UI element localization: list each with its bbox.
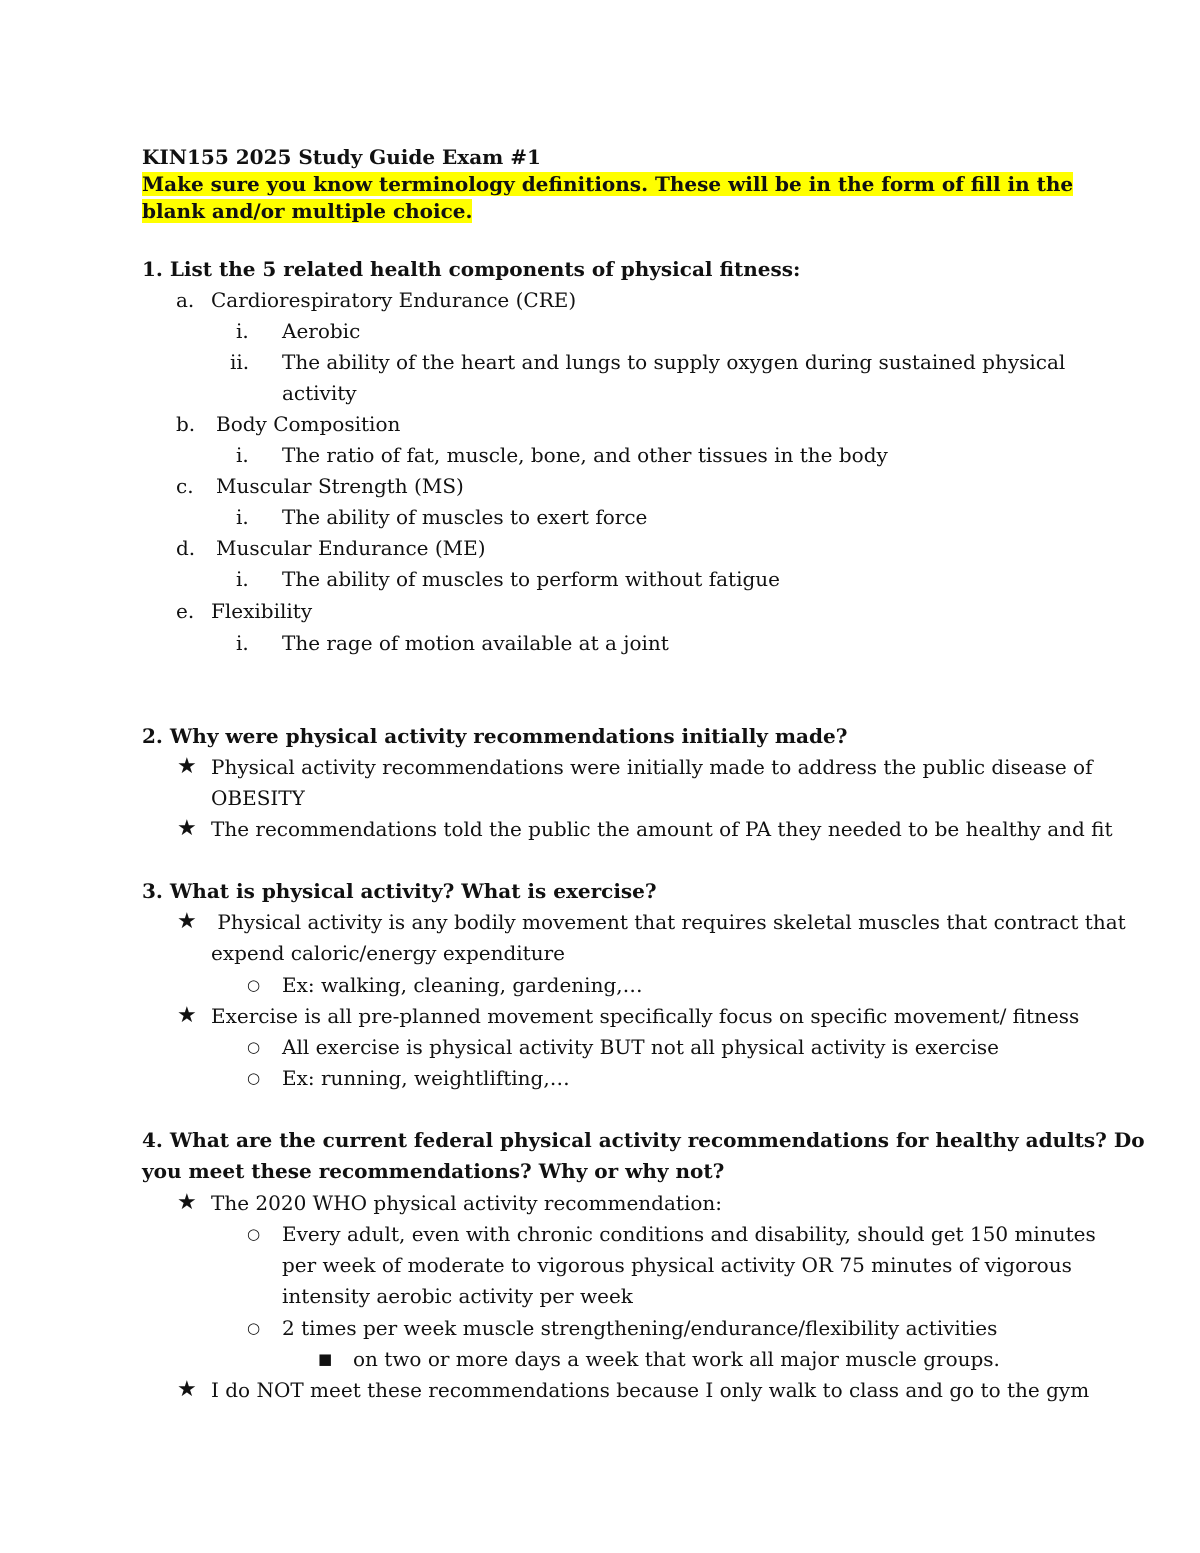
q4-sub-1-cont-2: intensity aerobic activity per week (282, 1284, 633, 1308)
note-line-1 (142, 171, 1073, 197)
q3-bullet-1: Physical activity is any bodily movement that requires skeletal muscles that contract that (211, 910, 1126, 934)
circle-bullet-icon: ○ (247, 1038, 261, 1056)
square-bullet-icon: ■ (318, 1350, 333, 1368)
question-2: 2. Why were physical activity recommendations initially made? (142, 724, 848, 748)
q3-sub-3: Ex: running, weightlifting,… (282, 1066, 570, 1090)
q3-sub-2: All exercise is physical activity BUT not all physical activity is exercise (282, 1035, 999, 1059)
item-marker-e: e. (176, 599, 195, 623)
item-label-flexibility: Flexibility (211, 599, 313, 623)
circle-bullet-icon: ○ (247, 976, 261, 994)
q3-sub-1: Ex: walking, cleaning, gardening,… (282, 973, 643, 997)
item-label-muscular-strength: Muscular Strength (MS) (216, 474, 464, 498)
sub-marker-i: i. (236, 319, 249, 343)
item-marker-d: d. (176, 536, 196, 560)
q3-bullet-1-cont: expend caloric/energy expenditure (211, 941, 565, 965)
q2-bullet-1-cont: OBESITY (211, 786, 305, 810)
star-bullet-icon: ★ (177, 1003, 197, 1028)
document-title: KIN155 2025 Study Guide Exam #1 (142, 145, 541, 169)
sub-text-aerobic: Aerobic (282, 319, 361, 343)
q4-sub-1-cont: per week of moderate to vigorous physical activity OR 75 minutes of vigorous (282, 1253, 1072, 1277)
star-bullet-icon: ★ (177, 1377, 197, 1402)
star-bullet-icon: ★ (177, 754, 197, 779)
item-label-body-composition: Body Composition (216, 412, 401, 436)
note-highlight-1: Make sure you know terminology definitions. These will be in the form of fill in the (142, 172, 1074, 196)
sub-marker-i: i. (236, 631, 249, 655)
sub-marker-i: i. (236, 443, 249, 467)
sub-marker-i: i. (236, 505, 249, 529)
sub-marker-ii: ii. (230, 350, 250, 374)
q4-subsub-1: on two or more days a week that work all major muscle groups. (353, 1347, 1000, 1371)
item-label-cre: Cardiorespiratory Endurance (CRE) (211, 288, 577, 312)
q4-bullet-1: The 2020 WHO physical activity recommendation: (211, 1191, 722, 1215)
note-line-2 (142, 198, 472, 224)
sub-text-strength-def: The ability of muscles to exert force (282, 505, 648, 529)
star-bullet-icon: ★ (177, 1190, 197, 1215)
question-3: 3. What is physical activity? What is exercise? (142, 879, 657, 903)
q4-sub-2: 2 times per week muscle strengthening/endurance/flexibility activities (282, 1316, 998, 1340)
sub-text-body-comp-def: The ratio of fat, muscle, bone, and other tissues in the body (282, 443, 888, 467)
q4-sub-1: Every adult, even with chronic conditions and disability, should get 150 minutes (282, 1222, 1096, 1246)
question-4: 4. What are the current federal physical activity recommendations for healthy adults? Do (142, 1128, 1145, 1152)
item-marker-c: c. (176, 474, 194, 498)
circle-bullet-icon: ○ (247, 1319, 261, 1337)
sub-text-cre-def: The ability of the heart and lungs to supply oxygen during sustained physical (282, 350, 1066, 374)
sub-text-flexibility-def: The rage of motion available at a joint (282, 631, 669, 655)
note-highlight-2: blank and/or multiple choice. (142, 199, 473, 223)
item-marker-a: a. (176, 288, 195, 312)
sub-text-endurance-def: The ability of muscles to perform without fatigue (282, 567, 780, 591)
item-marker-b: b. (176, 412, 196, 436)
item-label-muscular-endurance: Muscular Endurance (ME) (216, 536, 486, 560)
circle-bullet-icon: ○ (247, 1069, 261, 1087)
q3-bullet-2: Exercise is all pre-planned movement specifically focus on specific movement/ fitness (211, 1004, 1080, 1028)
question-4-cont: you meet these recommendations? Why or why not? (142, 1159, 725, 1183)
star-bullet-icon: ★ (177, 909, 197, 934)
question-1: 1. List the 5 related health components of physical fitness: (142, 257, 801, 281)
star-bullet-icon: ★ (177, 816, 197, 841)
q2-bullet-2: The recommendations told the public the amount of PA they needed to be healthy and fit (211, 817, 1113, 841)
sub-text-cre-def-cont: activity (282, 381, 357, 405)
circle-bullet-icon: ○ (247, 1225, 261, 1243)
sub-marker-i: i. (236, 567, 249, 591)
q4-bullet-2: I do NOT meet these recommendations because I only walk to class and go to the gym (211, 1378, 1090, 1402)
q2-bullet-1: Physical activity recommendations were initially made to address the public disease of (211, 755, 1093, 779)
